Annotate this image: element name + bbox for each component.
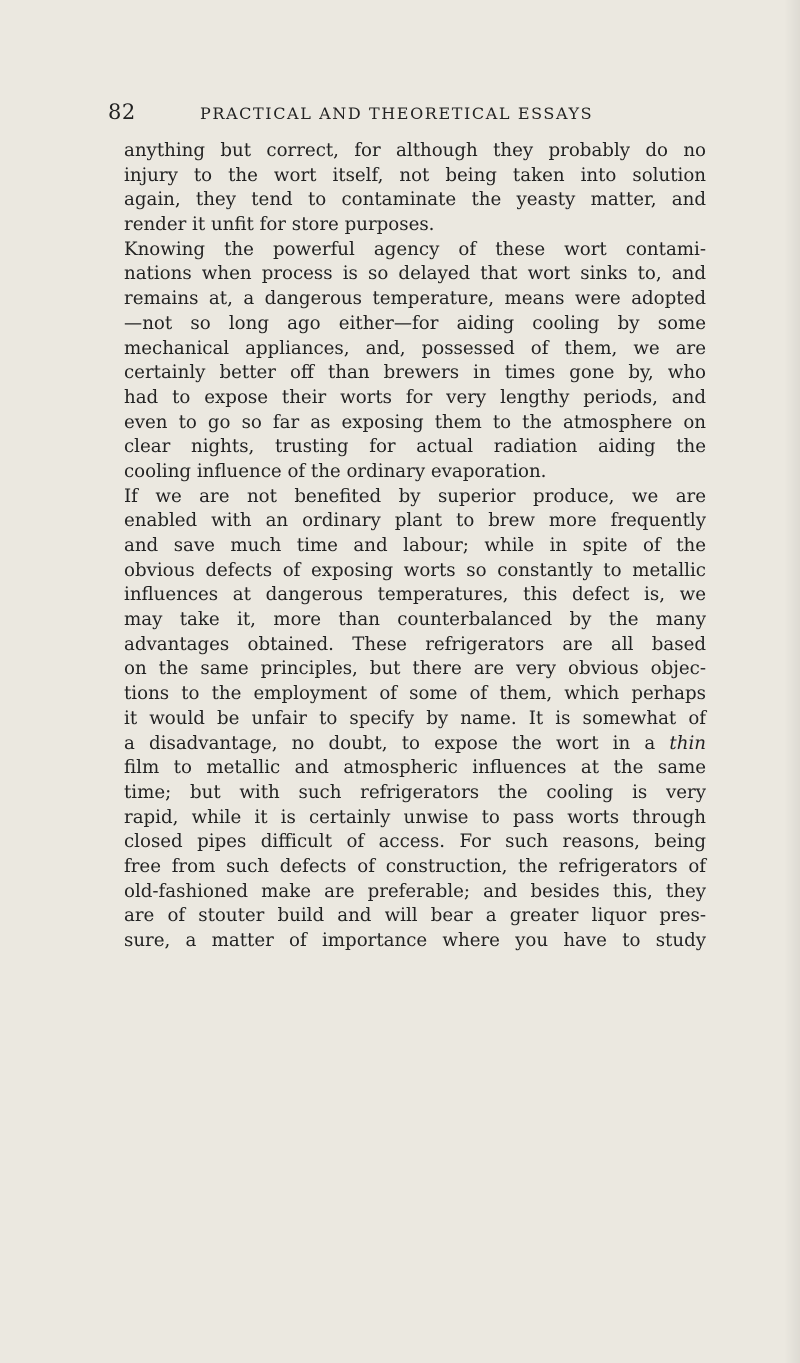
text-line: advantages obtained. These refrigerators are all based [124,633,706,655]
text-line-with-emphasis [124,732,706,757]
emphasis-word: thin [669,732,706,754]
text-line: mechanical appliances, and, possessed of them, we are [124,337,706,359]
text-line: had to expose their worts for very lengthy periods, and [124,386,706,408]
text-line: sure, a matter of importance where you have to study [124,930,706,951]
text-line: rapid, while it is certainly unwise to pass worts through [124,806,706,828]
text-line: obvious defects of exposing worts so constantly to metallic [124,559,706,581]
text-line: may take it, more than counterbalanced by the many [124,609,706,631]
text-line: injury to the wort itself, not being taken into solution [124,164,706,186]
text-line: Knowing the powerful agency of these wort contami- [124,238,706,260]
text-line: render it unfit for store purposes. [124,214,435,236]
page-edge-shadow [784,0,800,1363]
running-head: PRACTICAL AND THEORETICAL ESSAYS [200,104,594,123]
text-line: again, they tend to contaminate the yeasty matter, and [124,189,706,211]
text-line: free from such defects of construction, the refrigerators of [124,855,706,877]
text-line: old-fashioned make are preferable; and besides this, they [124,880,706,902]
text-line: clear nights, trusting for actual radiation aiding the [124,436,706,458]
text-segment: a disadvantage, no doubt, to expose the wort in a [124,732,656,754]
body-text [124,139,706,954]
page-number: 82 [108,100,136,124]
text-line: on the same principles, but there are very obvious objec- [124,658,706,680]
text-line: cooling influence of the ordinary evaporation. [124,460,547,482]
text-line: time; but with such refrigerators the cooling is very [124,781,706,803]
text-line: certainly better off than brewers in times gone by, who [124,362,706,384]
text-line: even to go so far as exposing them to the atmosphere on [124,411,706,433]
text-line: If we are not benefited by superior produce, we are [124,485,706,507]
text-line: influences at dangerous temperatures, this defect is, we [124,584,706,606]
text-line: are of stouter build and will bear a greater liquor pres- [124,905,706,927]
text-line: enabled with an ordinary plant to brew more frequently [124,510,706,532]
text-line: anything but correct, for although they probably do no [124,140,706,161]
text-line: —not so long ago either—for aiding cooling by some [124,312,706,334]
text-line: tions to the employment of some of them, which perhaps [124,683,706,705]
text-line: it would be unfair to specify by name. It is somewhat of [124,707,706,729]
text-line: film to metallic and atmospheric influences at the same [124,757,706,779]
text-line: and save much time and labour; while in spite of the [124,535,706,556]
page-header [108,100,708,130]
text-line: closed pipes difficult of access. For such reasons, being [124,831,706,853]
text-line: nations when process is so delayed that wort sinks to, and [124,263,706,285]
text-line: remains at, a dangerous temperature, means were adopted [124,288,706,310]
